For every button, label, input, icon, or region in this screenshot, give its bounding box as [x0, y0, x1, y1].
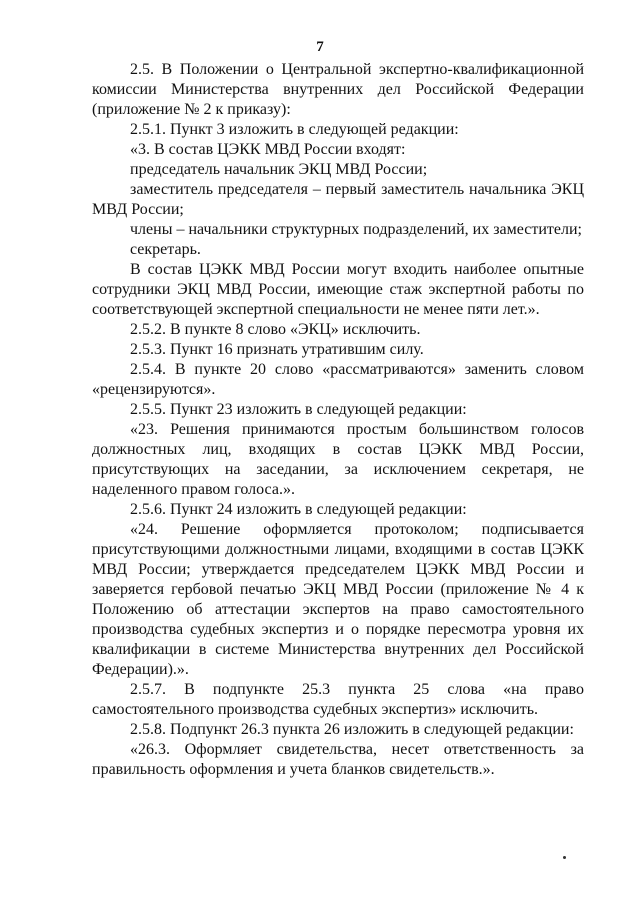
paragraph-composition: В состав ЦЭКК МВД России могут входить наиболее опытные сотрудники ЭКЦ МВД России, имеющие стаж экспертной работы по соответствующей экспертной специальности не менее пяти лет.».: [92, 261, 584, 318]
paragraph-members: члены – начальники структурных подразделений, их заместители;: [130, 221, 582, 238]
paragraph-2-5-3: 2.5.3. Пункт 16 признать утратившим силу.: [130, 341, 424, 358]
paragraph-item-23: «23. Решения принимаются простым большинством голосов должностных лиц, входящих в состав ЦЭКК МВД России, присутствующих на заседании, за исключением секретаря, не наделенного правом голоса.».: [92, 421, 584, 498]
paragraph-chairman: председатель начальник ЭКЦ МВД России;: [130, 161, 428, 178]
paragraph-secretary: секретарь.: [130, 241, 201, 258]
scan-speck: [563, 856, 566, 859]
paragraph-2-5-1: 2.5.1. Пункт 3 изложить в следующей редакции:: [130, 121, 459, 138]
page-number: 7: [316, 39, 324, 55]
paragraph-2-5-5: 2.5.5. Пункт 23 изложить в следующей редакции:: [130, 401, 467, 418]
paragraph-deputy-chairman: заместитель председателя – первый заместитель начальника ЭКЦ МВД России;: [92, 181, 584, 218]
paragraph-2-5: 2.5. В Положении о Центральной экспертно-квалификационной комиссии Министерства внутренних дел Российской Федерации (приложение № 2 к приказу):: [92, 61, 584, 118]
paragraph-item-24: «24. Решение оформляется протоколом; подписывается присутствующими должностными лицами, входящими в состав ЦЭКК МВД России; утверждается председателем ЦЭКК МВД России и заверяется гербовой печатью ЭКЦ МВД России (приложение № 4 к Положению об аттестации экспертов на право самостоятельного производства судебных экспертиз и о порядке пересмотра уровня их квалификации в системе Министерства внутренних дел Российской Федерации).».: [92, 521, 584, 678]
paragraph-item-3: «3. В состав ЦЭКК МВД России входят:: [130, 141, 406, 158]
paragraph-2-5-8: 2.5.8. Подпункт 26.3 пункта 26 изложить в следующей редакции:: [130, 721, 574, 738]
paragraph-2-5-4: 2.5.4. В пункте 20 слово «рассматриваются» заменить словом «рецензируются».: [92, 361, 584, 398]
paragraph-item-26-3: «26.3. Оформляет свидетельства, несет ответственность за правильность оформления и учета бланков свидетельств.».: [92, 741, 584, 778]
paragraph-2-5-2: 2.5.2. В пункте 8 слово «ЭКЦ» исключить.: [130, 321, 421, 338]
paragraph-2-5-6: 2.5.6. Пункт 24 изложить в следующей редакции:: [130, 501, 467, 518]
document-body: [92, 60, 584, 780]
paragraph-2-5-7: 2.5.7. В подпункте 25.3 пункта 25 слова «на право самостоятельного производства судебных экспертиз» исключить.: [92, 681, 584, 718]
